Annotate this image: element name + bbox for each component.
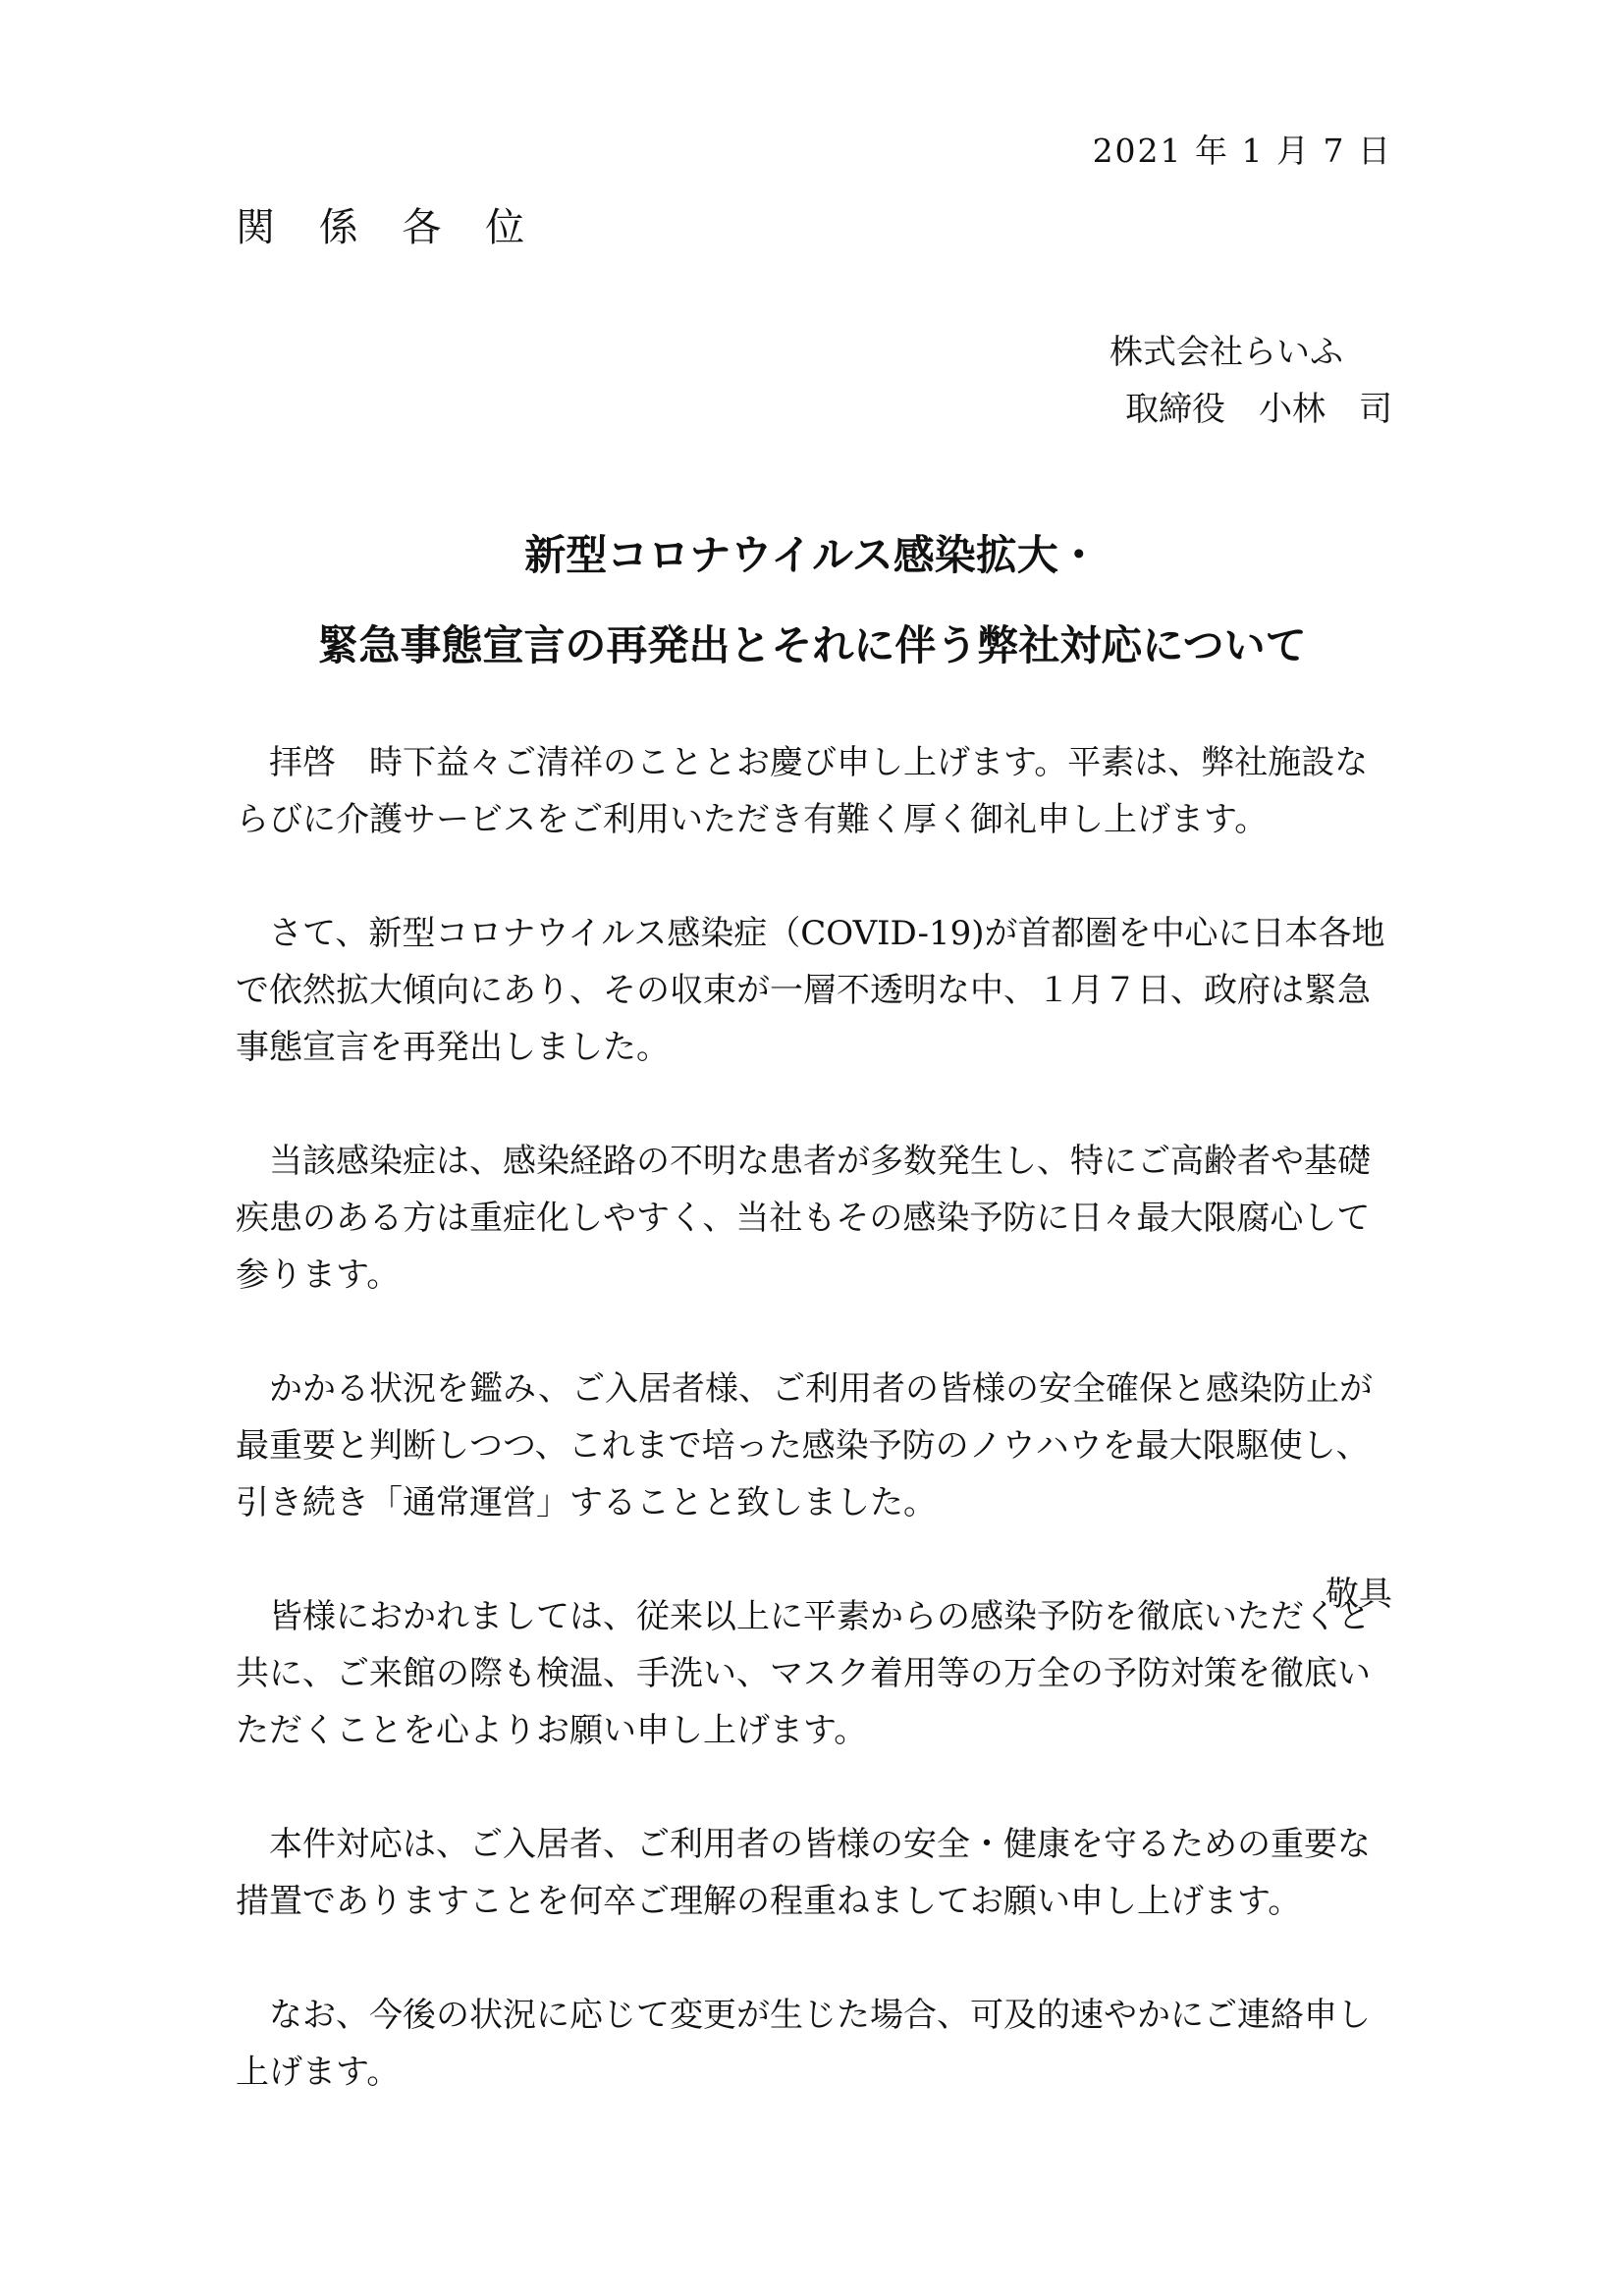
- body-paragraph: 本件対応は、ご入居者、ご利用者の皆様の安全・健康を守るための重要な措置でありますことを何卒ご理解の程重ねましてお願い申し上げます。: [236, 1825, 1371, 1921]
- sender-person: 取締役 小林 司: [1125, 390, 1392, 429]
- sender-company: 株式会社らいふ: [1110, 333, 1343, 372]
- document-body: [236, 734, 1390, 2158]
- body-paragraph: 皆様におかれましては、従来以上に平素からの感染予防を徹底いただくと共に、ご来館の際も検温、手洗い、マスク着用等の万全の予防対策を徹底いただくことを心よりお願い申し上げます。: [236, 1597, 1371, 1750]
- title-line-1: 新型コロナウイルス感染拡大・: [524, 531, 1100, 579]
- body-paragraph: 拝啓 時下益々ご清祥のこととお慶び申し上げます。平素は、弊社施設ならびに介護サービスをご利用いただき有難く厚く御礼申し上げます。: [236, 743, 1369, 839]
- closing-word: 敬具: [1326, 1575, 1392, 1614]
- body-paragraph: 当該感染症は、感染経路の不明な患者が多数発生し、特にご高齢者や基礎疾患のある方は重症化しやすく、当社もその感染予防に日々最大限腐心して参ります。: [236, 1142, 1371, 1295]
- sender-block: [1110, 324, 1392, 438]
- title-line-2: 緊急事態宣言の再発出とそれに伴う弊社対応について: [317, 621, 1307, 669]
- body-paragraph: さて、新型コロナウイルス感染症（COVID-19)が首都圏を中心に日本各地で依然拡大傾向にあり、その収束が一層不透明な中、１月７日、政府は緊急事態宣言を再発出しました。: [236, 914, 1385, 1067]
- document-title: [0, 510, 1624, 691]
- body-paragraph: かかる状況を鑑み、ご入居者様、ご利用者の皆様の安全確保と感染防止が最重要と判断しつつ、これまで培った感染予防のノウハウを最大限駆使し、引き続き「通常運営」することと致しました。: [236, 1369, 1374, 1522]
- recipient-line: 関 係 各 位: [236, 205, 541, 250]
- document-date: 2021 年 1 月 7 日: [1092, 132, 1392, 170]
- body-paragraph: なお、今後の状況に応じて変更が生じた場合、可及的速やかにご連絡申し上げます。: [236, 1996, 1371, 2092]
